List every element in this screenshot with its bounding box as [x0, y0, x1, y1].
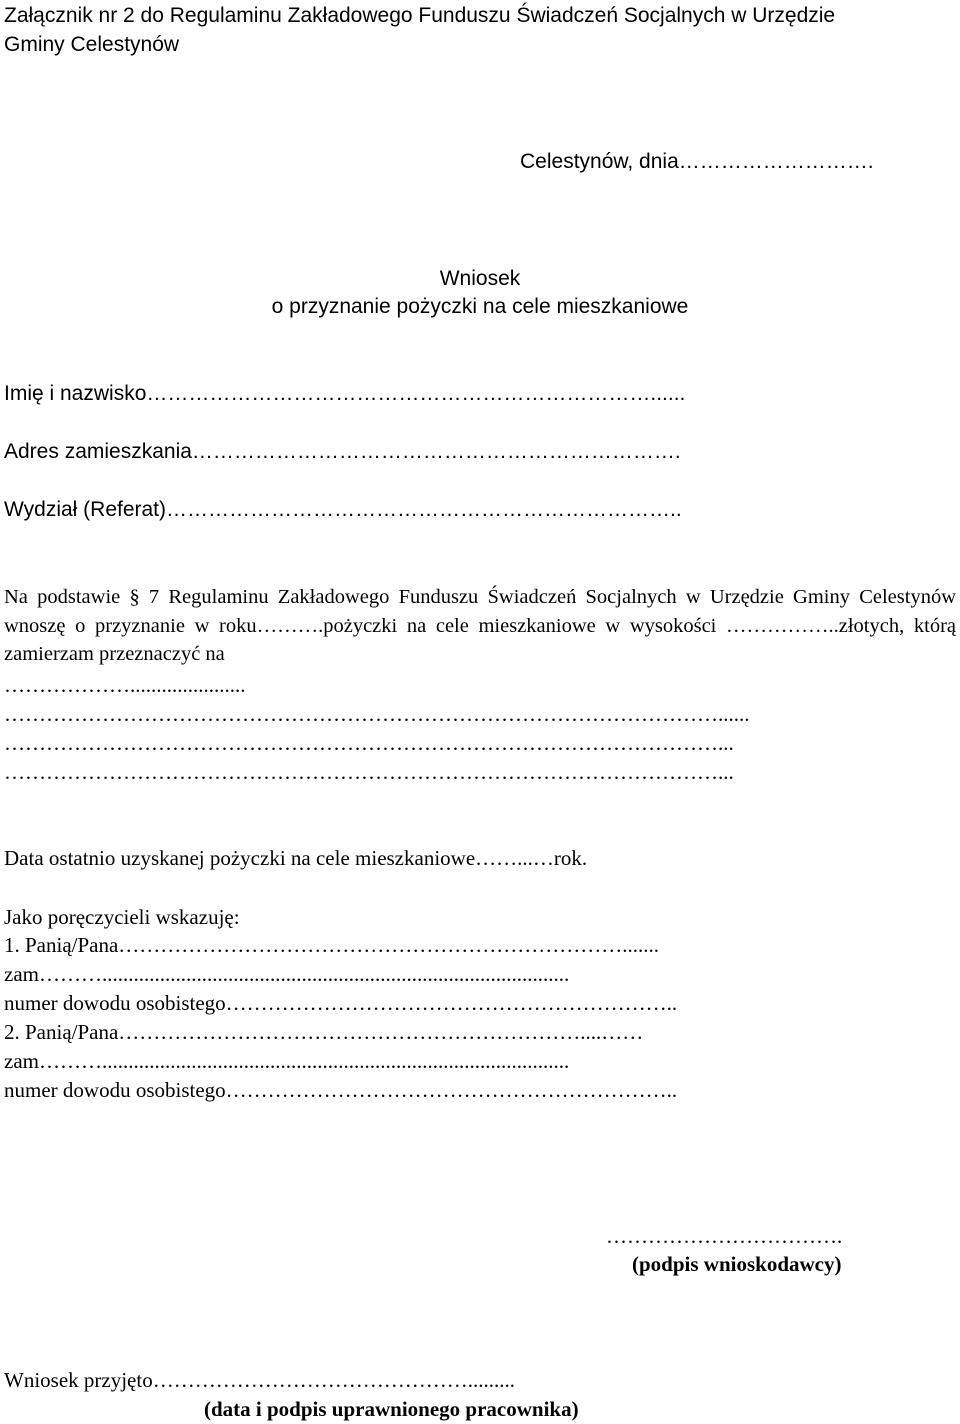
guarantor-2-name: 2. Panią/Pana…………………………………………………………....…… [4, 1020, 644, 1044]
guarantor-1-id: numer dowodu osobistego……………………………………………………….. [4, 991, 678, 1015]
field-name: Imię i nazwisko………………………………………………………………...... [4, 382, 686, 405]
last-loan: Data ostatnio uzyskanej pożyczki na cele mieszkaniowe……...…rok. [4, 846, 588, 870]
signature-label: (podpis wnioskodawcy) [632, 1252, 842, 1276]
title-line-2: o przyznanie pożyczki na cele mieszkaniowe [271, 295, 689, 318]
guarantor-2-address: zam………......................................................................................... [4, 1049, 570, 1073]
body-dots-4: …………………………………………………………………………………………... [4, 760, 734, 784]
guarantors-heading: Jako poręczycieli wskazuję: [4, 905, 240, 929]
field-department: Wydział (Referat)……………………………………………………………….. [4, 498, 682, 521]
accepted-line: Wniosek przyjęto………………………………………......... [4, 1368, 515, 1392]
body-paragraph: Na podstawie § 7 Regulaminu Zakładowego Funduszu Świadczeń Socjalnych w Urzędzie Gminy Celestynów wnoszę o przyznanie w roku……….pożyczki na cele mieszkaniowe w wysokości ……………..złotych, którą zamierzam przeznaczyć na [4, 586, 956, 665]
header-line-2: Gminy Celestynów [4, 33, 180, 56]
place-date: Celestynów, dnia………………………. [520, 150, 874, 173]
body-dots-3: …………………………………………………………………………………………... [4, 731, 734, 755]
guarantor-2-id: numer dowodu osobistego……………………………………………………….. [4, 1078, 678, 1102]
guarantor-1-name: 1. Panią/Pana………………………………………………………………....... [4, 933, 660, 957]
accepted-label: (data i podpis uprawnionego pracownika) [204, 1397, 579, 1421]
guarantor-1-address: zam………......................................................................................... [4, 962, 570, 986]
body-dots-1: ………………...................... [4, 673, 246, 697]
header-line-1: Załącznik nr 2 do Regulaminu Zakładowego Funduszu Świadczeń Socjalnych w Urzędzie [4, 4, 836, 27]
title-line-1: Wniosek [439, 267, 521, 290]
body-dots-2: …………………………………………………………………………………………...... [4, 702, 750, 726]
field-address: Adres zamieszkania……………………………………………………………. [4, 440, 681, 463]
signature-dots: ……………………………. [606, 1224, 843, 1248]
